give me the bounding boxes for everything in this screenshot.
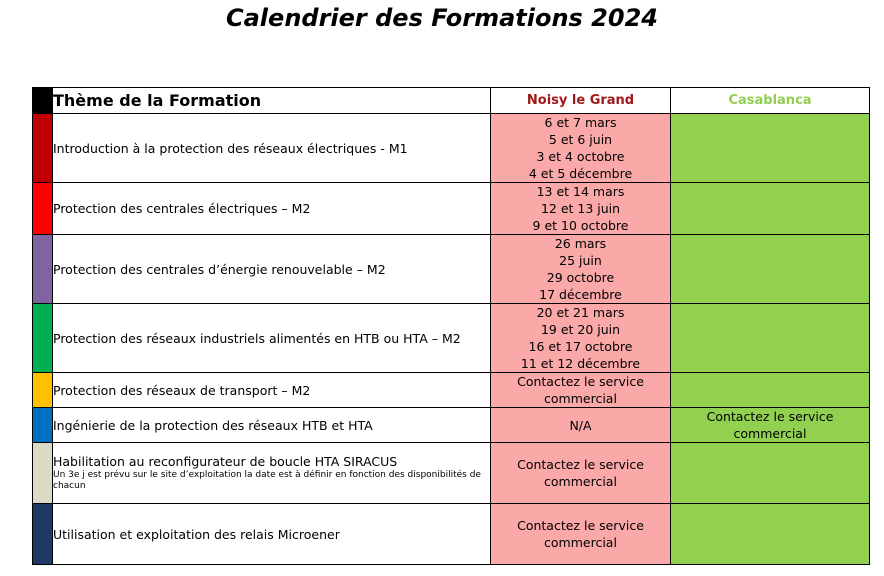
header-casablanca: Casablanca bbox=[671, 88, 870, 114]
noisy-date: 16 et 17 octobre bbox=[528, 339, 633, 354]
noisy-dates-cell bbox=[491, 443, 671, 504]
row-color-swatch bbox=[33, 504, 53, 565]
noisy-date: 6 et 7 mars bbox=[544, 115, 617, 130]
table-row bbox=[33, 443, 870, 504]
casablanca-dates-cell bbox=[671, 408, 870, 443]
noisy-date: 12 et 13 juin bbox=[540, 201, 621, 216]
noisy-date: 19 et 20 juin bbox=[540, 322, 621, 337]
header-swatch bbox=[33, 88, 53, 114]
noisy-dates-cell bbox=[491, 373, 671, 408]
row-color-swatch bbox=[33, 235, 53, 304]
noisy-dates-cell bbox=[491, 304, 671, 373]
row-theme bbox=[53, 443, 491, 504]
table-row bbox=[33, 304, 870, 373]
noisy-date: 29 octobre bbox=[546, 270, 615, 285]
row-theme bbox=[53, 504, 491, 565]
casablanca-dates-cell bbox=[671, 504, 870, 565]
theme-label: Protection des centrales d’énergie renouvelable – M2 bbox=[53, 261, 386, 277]
casablanca-dates-cell bbox=[671, 183, 870, 235]
casablanca-date: Contactez le service bbox=[706, 409, 834, 424]
casablanca-date: commercial bbox=[733, 426, 807, 441]
noisy-dates-cell bbox=[491, 235, 671, 304]
row-theme bbox=[53, 183, 491, 235]
theme-label: Ingénierie de la protection des réseaux HTB et HTA bbox=[53, 417, 373, 433]
theme-label: Protection des réseaux de transport – M2 bbox=[53, 382, 311, 398]
row-theme bbox=[53, 408, 491, 443]
noisy-date: 11 et 12 décembre bbox=[520, 356, 641, 371]
noisy-date: 4 et 5 décembre bbox=[528, 166, 633, 181]
theme-label: Protection des centrales électriques – M2 bbox=[53, 201, 311, 216]
header-theme: Thème de la Formation bbox=[53, 88, 491, 114]
table-row bbox=[33, 114, 870, 183]
page-title: Calendrier des Formations 2024 bbox=[226, 4, 658, 32]
noisy-date: 17 décembre bbox=[539, 287, 622, 302]
noisy-date: 25 juin bbox=[559, 253, 602, 268]
row-color-swatch bbox=[33, 183, 53, 235]
row-color-swatch bbox=[33, 443, 53, 504]
table-row bbox=[33, 373, 870, 408]
noisy-date: Contactez le service bbox=[517, 457, 644, 472]
noisy-date: Contactez le service bbox=[517, 374, 644, 389]
noisy-date: N/A bbox=[569, 417, 592, 433]
table-row bbox=[33, 235, 870, 304]
table-row bbox=[33, 408, 870, 443]
casablanca-dates-cell bbox=[671, 235, 870, 304]
casablanca-dates-cell bbox=[671, 443, 870, 504]
table-header-row bbox=[33, 88, 870, 114]
noisy-date: 5 et 6 juin bbox=[548, 132, 613, 147]
table-row bbox=[33, 504, 870, 565]
theme-label: Habilitation au reconfigurateur de boucle HTA SIRACUS bbox=[53, 454, 398, 469]
casablanca-dates-cell bbox=[671, 304, 870, 373]
noisy-date: Contactez le service bbox=[517, 518, 644, 533]
row-theme bbox=[53, 235, 491, 304]
noisy-date: commercial bbox=[544, 474, 617, 489]
casablanca-dates-cell bbox=[671, 373, 870, 408]
noisy-date: commercial bbox=[544, 535, 617, 550]
noisy-date: 9 et 10 octobre bbox=[532, 218, 629, 233]
training-calendar-table bbox=[32, 87, 870, 565]
row-theme bbox=[53, 373, 491, 408]
theme-note: Un 3e j est prévu sur le site d’exploitation la date est à définir en fonction des disponibilités de chacun bbox=[53, 470, 481, 491]
row-color-swatch bbox=[33, 408, 53, 443]
noisy-date: 20 et 21 mars bbox=[536, 305, 625, 320]
noisy-date: 26 mars bbox=[554, 236, 607, 251]
row-color-swatch bbox=[33, 373, 53, 408]
casablanca-dates-cell bbox=[671, 114, 870, 183]
theme-label: Introduction à la protection des réseaux électriques - M1 bbox=[53, 140, 408, 156]
noisy-dates-cell bbox=[491, 408, 671, 443]
noisy-dates-cell bbox=[491, 504, 671, 565]
header-noisy: Noisy le Grand bbox=[491, 88, 671, 114]
noisy-date: 3 et 4 octobre bbox=[536, 149, 625, 164]
noisy-date: commercial bbox=[544, 391, 617, 406]
noisy-date: 13 et 14 mars bbox=[536, 184, 625, 199]
theme-label: Protection des réseaux industriels alimentés en HTB ou HTA – M2 bbox=[53, 330, 461, 346]
theme-label: Utilisation et exploitation des relais Microener bbox=[53, 526, 340, 542]
row-color-swatch bbox=[33, 304, 53, 373]
row-theme bbox=[53, 304, 491, 373]
row-theme bbox=[53, 114, 491, 183]
noisy-dates-cell bbox=[491, 114, 671, 183]
noisy-dates-cell bbox=[491, 183, 671, 235]
table-row bbox=[33, 183, 870, 235]
row-color-swatch bbox=[33, 114, 53, 183]
